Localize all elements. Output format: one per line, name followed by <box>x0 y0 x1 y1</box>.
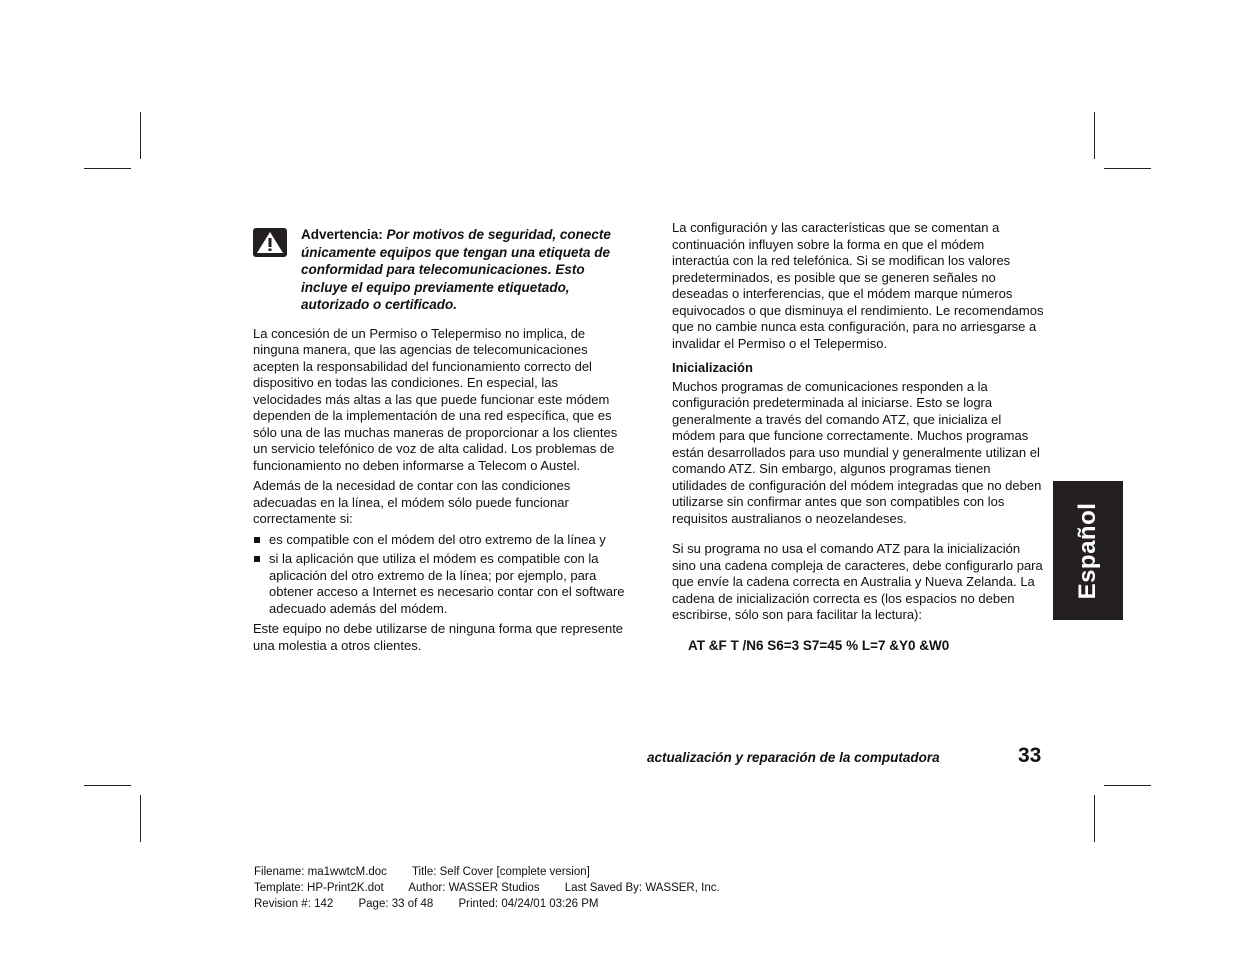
meta-revision: Revision #: 142 <box>254 898 334 910</box>
crop-mark <box>140 112 141 159</box>
meta-page: Page: 33 of 48 <box>358 898 434 910</box>
meta-filename: Filename: ma1wwtcM.doc <box>254 866 387 878</box>
meta-last-saved: Last Saved By: WASSER, Inc. <box>564 882 720 894</box>
right-column <box>672 220 1044 654</box>
meta-printed: Printed: 04/24/01 03:26 PM <box>458 898 599 910</box>
file-metadata <box>254 864 742 912</box>
crop-mark <box>84 168 131 169</box>
init-command: AT &F T /N6 S6=3 S7=45 % L=7 &Y0 &W0 <box>688 637 950 653</box>
crop-mark <box>1104 168 1151 169</box>
language-side-tab <box>1053 481 1123 620</box>
paragraph: Muchos programas de comunicaciones responden a la configuración predeterminada al iniciarse. Esto se logra generalmente a través del comando ATZ, que inicializa el módem para que funcione correctamente. Muchos programas están desarrollados para uso mundial y generalmente utilizan el comando ATZ. Sin embargo, algunos programas tienen utilidades de configuración del módem integradas que no deben utilizarse sin confirmar antes que son compatibles con los requisitos australianos o neozelandeses. <box>672 378 1042 526</box>
bullet-icon <box>254 556 260 562</box>
meta-title: Title: Self Cover [complete version] <box>411 866 590 878</box>
meta-template: Template: HP-Print2K.dot <box>254 882 384 894</box>
list-item <box>253 532 625 549</box>
section-heading: Inicialización <box>672 360 753 375</box>
crop-mark <box>140 795 141 842</box>
list-item <box>253 551 625 617</box>
side-tab-label: Español <box>1074 502 1101 600</box>
paragraph: Si su programa no usa el comando ATZ para la inicialización sino una cadena compleja de caracteres, debe configurarlo para que envíe la cadena correcta en Australia y Nueva Zelanda. La cadena de inicialización correcta es (los espacios no deben escribirse, sólo son para facilitar la lectura): <box>672 541 1043 622</box>
left-column <box>253 226 625 658</box>
list-item-text: es compatible con el módem del otro extremo de la línea y <box>269 531 606 547</box>
page-number: 33 <box>1018 744 1042 767</box>
paragraph: Además de la necesidad de contar con las condiciones adecuadas en la línea, el módem sólo puede funcionar correctamente si: <box>253 478 571 526</box>
crop-mark <box>1104 785 1151 786</box>
metadata-line <box>254 880 742 896</box>
bullet-list <box>253 532 625 618</box>
crop-mark <box>1094 112 1095 159</box>
crop-mark <box>84 785 131 786</box>
warning-icon <box>253 228 287 257</box>
metadata-line <box>254 864 742 880</box>
meta-author: Author: WASSER Studios <box>408 882 540 894</box>
list-item-text: si la aplicación que utiliza el módem es compatible con la aplicación del otro extremo de la línea; por ejemplo, para obtener acceso a Internet es necesario contar con el software adecuado además del módem. <box>269 551 625 616</box>
warning-text: Por motivos de seguridad, conecte únicamente equipos que tengan una etiqueta de conformidad para telecomunicaciones. Esto incluye el equipo previamente etiquetado, autorizado o certificado. <box>301 227 611 312</box>
paragraph: La configuración y las características que se comentan a continuación influyen sobre la forma en que el módem interactúa con la red telefónica. Si se modifican los valores predeterminados, es posible que se generen señales no deseadas o interferencias, que el módem marque números equivocados o que disminuya el rendimiento. Le recomendamos que no cambie nunca esta configuración, para no arriesgarse a invalidar el Permiso o el Telepermiso. <box>672 220 1044 351</box>
paragraph: La concesión de un Permiso o Telepermiso no implica, de ninguna manera, que las agencias de telecomunicaciones acepten la responsabilidad del funcionamiento correcto del dispositivo en todas las condiciones. En especial, las velocidades más altas a las que puede funcionar este módem dependen de la implementación de una red específica, que es sólo una de las muchas maneras de proporcionar a los clientes un servicio telefónico de voz de alta calidad. Los problemas de funcionamiento no deben informarse a Telecom o Austel. <box>253 325 618 473</box>
warning-label: Advertencia: <box>301 227 383 242</box>
crop-mark <box>1094 795 1095 842</box>
running-footer-title: actualización y reparación de la computadora <box>647 750 940 765</box>
warning-box <box>253 226 625 314</box>
bullet-icon <box>254 537 260 543</box>
paragraph: Este equipo no debe utilizarse de ninguna forma que represente una molestia a otros clientes. <box>253 621 624 653</box>
metadata-line <box>254 896 742 912</box>
